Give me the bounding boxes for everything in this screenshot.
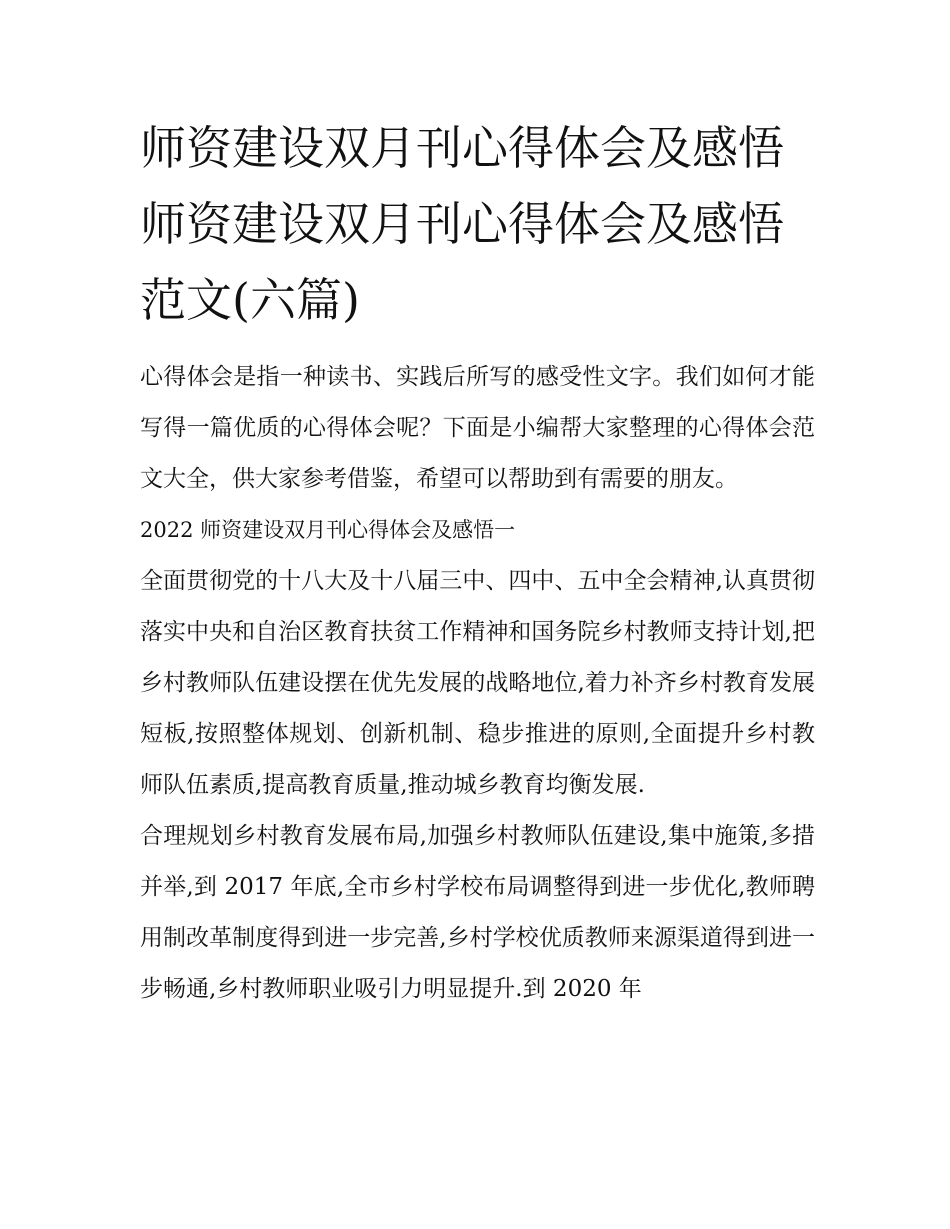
body-paragraph-2: 合理规划乡村教育发展布局,加强乡村教师队伍建设,集中施策,多措并举,到 2017 年底,全市乡村学校布局调整得到进一步优化,教师聘用制改革制度得到进一步完善,乡村学校优质教师来源渠道得到进一步畅通,乡村教师职业吸引力明显提升.到 2020 年 [140, 823, 815, 1002]
section-heading: 2022 师资建设双月刊心得体会及感悟一 [140, 518, 516, 542]
document-title: 师资建设双月刊心得体会及感悟 师资建设双月刊心得体会及感悟范文(六篇) [140, 121, 784, 327]
body-paragraph-1: 全面贯彻党的十八大及十八届三中、四中、五中全会精神,认真贯彻落实中央和自治区教育扶贫工作精神和国务院乡村教师支持计划,把乡村教师队伍建设摆在优先发展的战略地位,着力补齐乡村教育发展短板,按照整体规划、创新机制、稳步推进的原则,全面提升乡村教师队伍素质,提高教育质量,推动城乡教育均衡发展. [140, 568, 815, 798]
intro-paragraph: 心得体会是指一种读书、实践后所写的感受性文字。我们如何才能写得一篇优质的心得体会呢？下面是小编帮大家整理的心得体会范文大全，供大家参考借鉴，希望可以帮助到有需要的朋友。 [140, 364, 815, 492]
document-page [140, 110, 815, 1015]
